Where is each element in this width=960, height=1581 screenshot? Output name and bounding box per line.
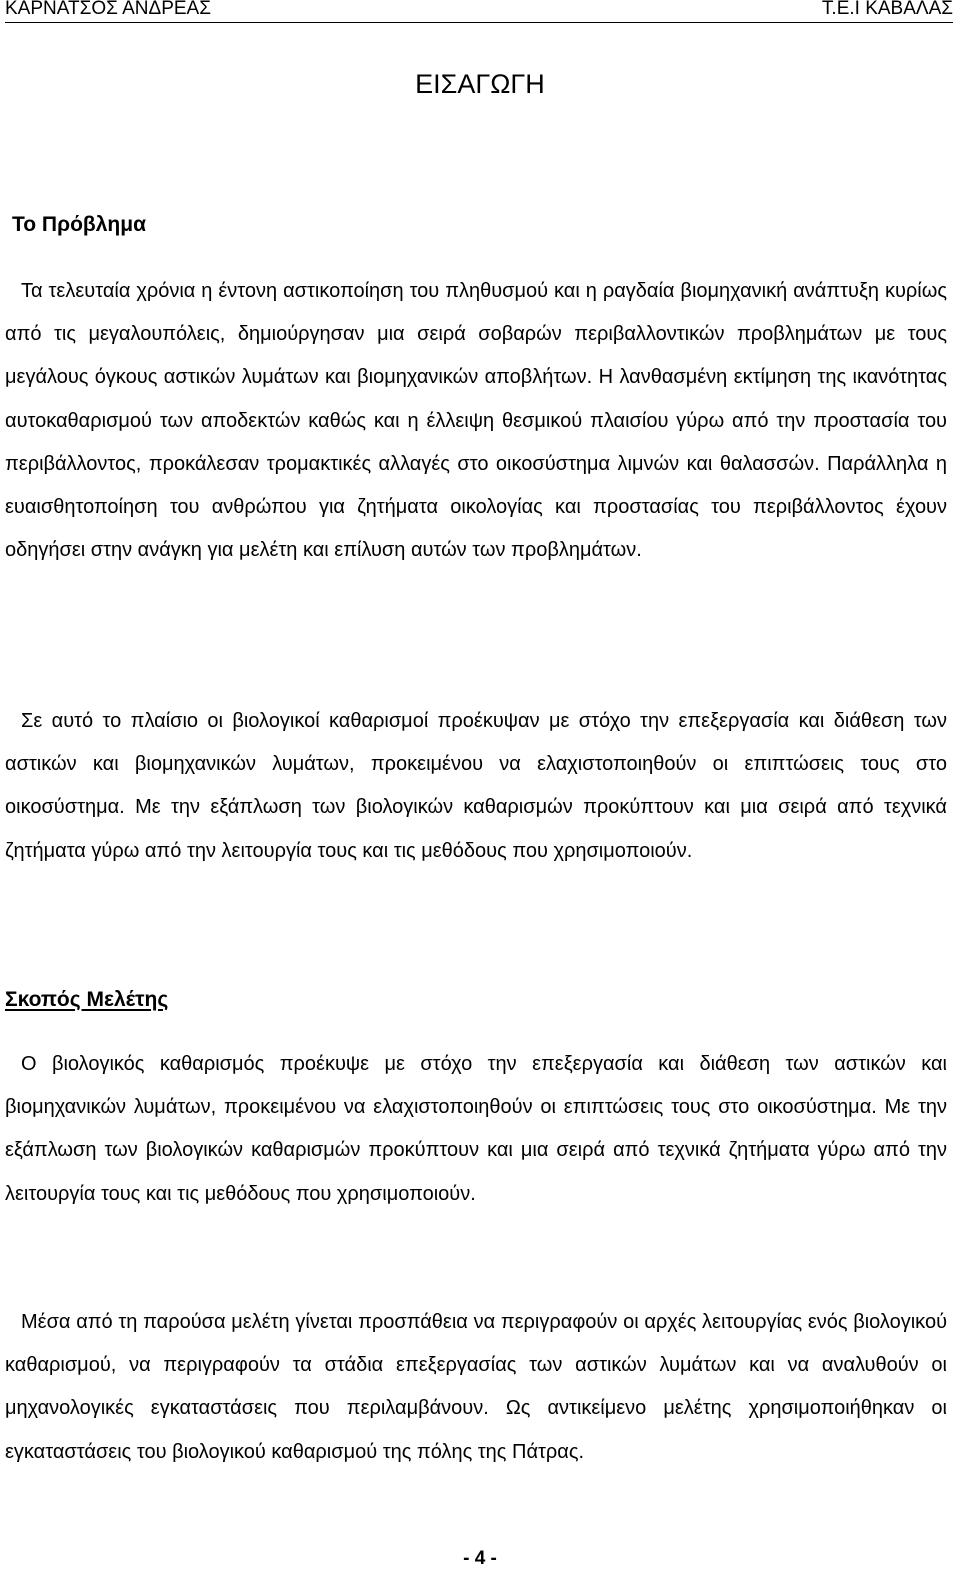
header-institution: Τ.Ε.Ι ΚΑΒΑΛΑΣ bbox=[821, 0, 953, 19]
header-author: ΚΑΡΝΑΤΣΟΣ ΑΝΔΡΕΑΣ bbox=[5, 0, 211, 19]
purpose-paragraph-2: Μέσα από τη παρούσα μελέτη γίνεται προσπάθεια να περιγραφούν οι αρχές λειτουργίας ενός βιολογικού καθαρισμού, να περιγραφούν τα στάδια επεξεργασίας των αστικών λυμάτων και να αναλυθούν οι μηχανολογικές εγκαταστάσεις που περιλαμβάνουν. Ως αντικείμενο μελέτης χρησιμοποιήθηκαν οι εγκαταστάσεις του βιολογικού καθαρισμού της πόλης της Πάτρας. bbox=[5, 1311, 947, 1463]
page-number: - 4 - bbox=[463, 1548, 497, 1569]
purpose-paragraph-1: Ο βιολογικός καθαρισμός προέκυψε με στόχο την επεξεργασία και διάθεση των αστικών και βιομηχανικών λυμάτων, προκειμένου να ελαχιστοποιηθούν οι επιπτώσεις τους στο οικοσύστημα. Με την εξάπλωση των βιολογικών καθαρισμών προκύπτουν και μια σειρά από τεχνικά ζητήματα γύρω από την λειτουργία τους και τις μεθόδους που χρησιμοποιούν. bbox=[5, 1053, 947, 1205]
page-header bbox=[5, 0, 953, 23]
chapter-title: ΕΙΣΑΓΩΓΗ bbox=[415, 69, 545, 99]
section-heading-study-purpose: Σκοπός Μελέτης bbox=[5, 988, 169, 1011]
problem-paragraph-1: Τα τελευταία χρόνια η έντονη αστικοποίηση του πληθυσμού και η ραγδαία βιομηχανική ανάπτυξη κυρίως από τις μεγαλουπόλεις, δημιούργησαν μια σειρά σοβαρών περιβαλλοντικών προβλημάτων με τους μεγάλους όγκους αστικών λυμάτων και βιομηχανικών αποβλήτων. Η λανθασμένη εκτίμηση της ικανότητας αυτοκαθαρισμού των αποδεκτών καθώς και η έλλειψη θεσμικού πλαισίου γύρω από την προστασία του περιβάλλοντος, προκάλεσαν τρομακτικές αλλαγές στο οικοσύστημα λιμνών και θαλασσών. Παράλληλα η ευαισθητοποίηση του ανθρώπου για ζητήματα οικολογίας και προστασίας του περιβάλλοντος έχουν οδηγήσει στην ανάγκη για μελέτη και επίλυση αυτών των προβλημάτων. bbox=[5, 280, 947, 562]
problem-paragraph-2: Σε αυτό το πλαίσιο οι βιολογικοί καθαρισμοί προέκυψαν με στόχο την επεξεργασία και διάθεση των αστικών και βιομηχανικών λυμάτων, προκειμένου να ελαχιστοποιηθούν οι επιπτώσεις τους στο οικοσύστημα. Με την εξάπλωση των βιολογικών καθαρισμών προκύπτουν και μια σειρά από τεχνικά ζητήματα γύρω από την λειτουργία τους και τις μεθόδους που χρησιμοποιούν. bbox=[5, 710, 947, 862]
section-heading-problem: Το Πρόβλημα bbox=[12, 213, 146, 236]
